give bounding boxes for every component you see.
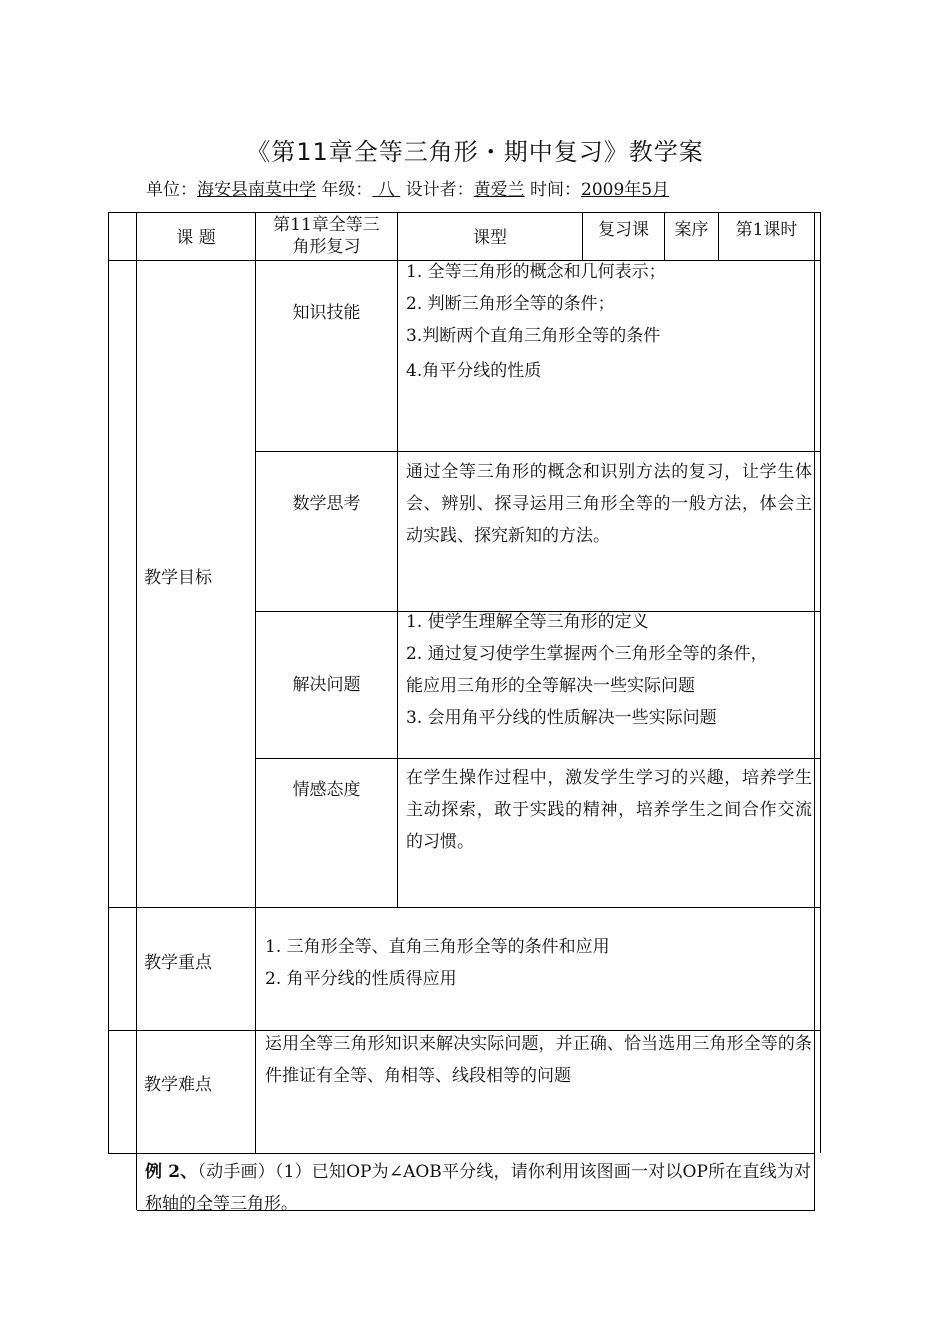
knowledge-label: 知识技能 bbox=[292, 303, 361, 323]
key-points-label: 教学重点 bbox=[144, 953, 212, 973]
grade-value: 八 bbox=[377, 180, 395, 200]
example-body: （动手画）（1）已知OP为∠AOB平分线，请你利用该图画一对以OP所在直线为对称轴的全等三角形。 bbox=[145, 1162, 811, 1214]
knowledge-line-3: 3.判断两个直角三角形全等的条件 bbox=[406, 326, 661, 346]
problem-line-3: 能应用三角形的全等解决一些实际问题 bbox=[406, 676, 695, 696]
type-value: 复习课 bbox=[598, 220, 649, 240]
attitude-label: 情感态度 bbox=[292, 780, 361, 800]
designer-label: 设计者： bbox=[405, 180, 474, 200]
order-label: 案序 bbox=[674, 220, 709, 240]
time-label: 时间： bbox=[530, 180, 582, 200]
time-value: 2009年5月 bbox=[581, 180, 670, 200]
example-text bbox=[145, 1156, 811, 1220]
knowledge-line-1: 1. 全等三角形的概念和几何表示； bbox=[406, 262, 666, 282]
type-label: 课型 bbox=[473, 228, 507, 248]
topic-label: 课 题 bbox=[176, 228, 216, 248]
key-point-line-1: 1. 三角形全等、直角三角形全等的条件和应用 bbox=[265, 937, 610, 957]
example-label: 例 2、 bbox=[145, 1162, 198, 1182]
key-point-line-2: 2. 角平分线的性质得应用 bbox=[265, 969, 457, 989]
document-meta bbox=[146, 175, 669, 200]
topic-value: 第11章全等三 角形复习 bbox=[273, 215, 380, 257]
problem-line-2: 2. 通过复习使学生掌握两个三角形全等的条件， bbox=[406, 644, 768, 664]
difficulties-label: 教学难点 bbox=[144, 1075, 212, 1095]
page-title: 《第11章全等三角形・期中复习》教学案 bbox=[246, 138, 704, 166]
thinking-label: 数学思考 bbox=[292, 494, 361, 514]
grade-label: 年级： bbox=[321, 180, 373, 200]
problem-line-4: 3. 会用角平分线的性质解决一些实际问题 bbox=[406, 708, 717, 728]
unit-value: 海安县南莫中学 bbox=[197, 180, 316, 200]
problem-line-1: 1. 使学生理解全等三角形的定义 bbox=[406, 612, 649, 632]
order-value: 第1课时 bbox=[735, 220, 798, 240]
designer-value: 黄爱兰 bbox=[473, 180, 525, 200]
unit-label: 单位： bbox=[146, 180, 197, 200]
knowledge-line-4: 4.角平分线的性质 bbox=[406, 361, 542, 381]
attitude-text: 在学生操作过程中，激发学生学习的兴趣，培养学生主动探索，敢于实践的精神，培养学生之间合作交流的习惯。 bbox=[406, 768, 812, 852]
thinking-text: 通过全等三角形的概念和识别方法的复习，让学生体会、辨别、探寻运用三角形全等的一般方法，体会主动实践、探究新知的方法。 bbox=[406, 462, 812, 546]
objectives-label: 教学目标 bbox=[144, 568, 212, 588]
difficulties-text: 运用全等三角形知识来解决实际问题，并正确、恰当选用三角形全等的条件推证有全等、角相等、线段相等的问题 bbox=[265, 1034, 812, 1086]
problem-label: 解决问题 bbox=[292, 675, 361, 695]
knowledge-line-2: 2. 判断三角形全等的条件； bbox=[406, 294, 615, 314]
